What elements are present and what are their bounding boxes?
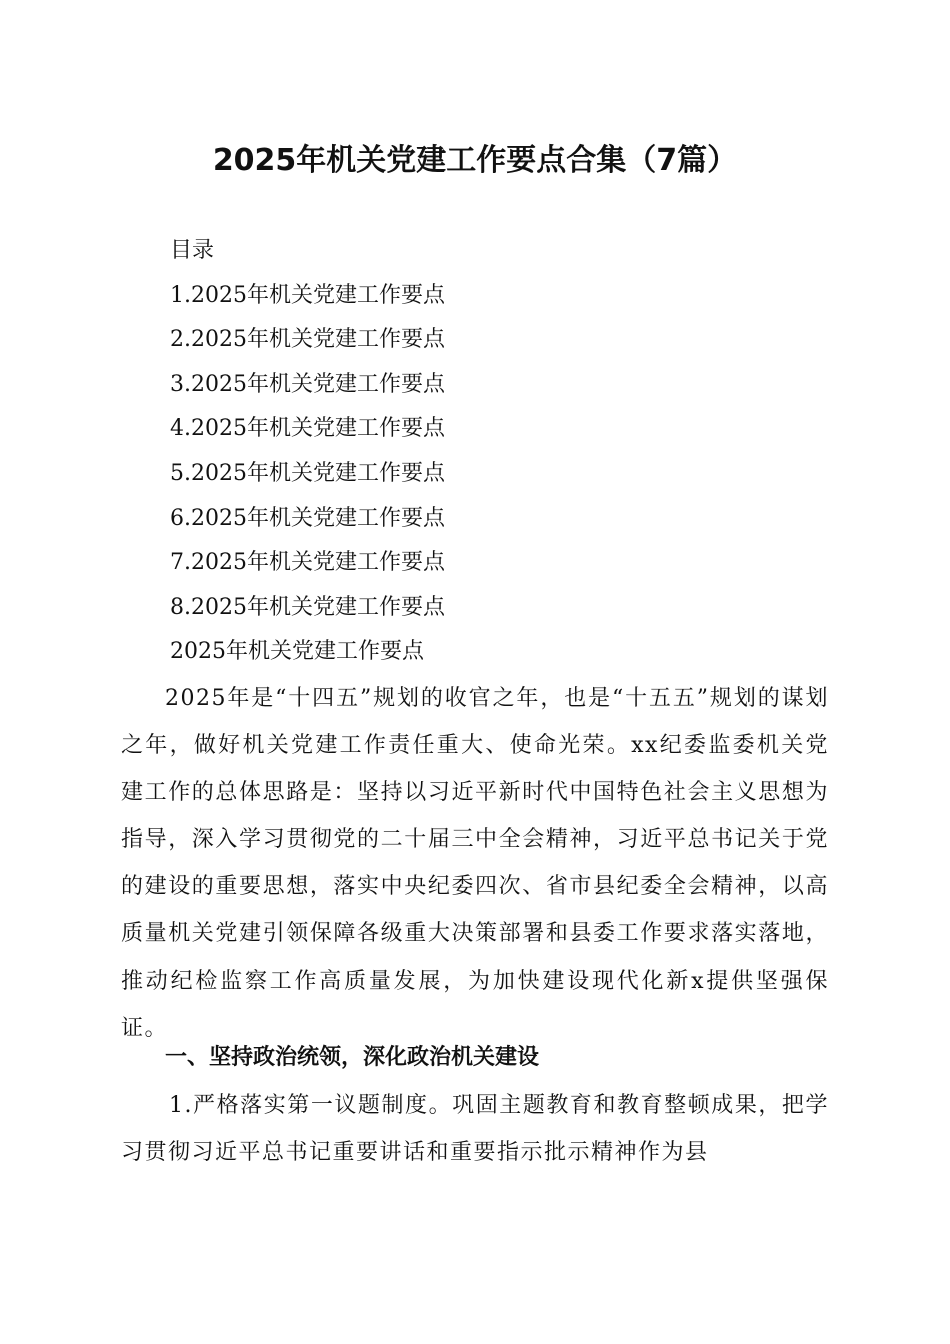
section-title: 2025年机关党建工作要点 (170, 639, 424, 665)
paragraph-1: 1.严格落实第一议题制度。巩固主题教育和教育整顿成果，把学习贯彻习近平总书记重要讲话和重要指示批示精神作为县 (121, 1093, 829, 1166)
toc-heading: 目录 (170, 238, 215, 263)
toc-item-6: 6.2025年机关党建工作要点 (170, 505, 445, 531)
document-title: 2025年机关党建工作要点合集（7篇） (212, 143, 738, 178)
intro-paragraph: 2025年是“十四五”规划的收官之年，也是“十五五”规划的谋划之年，做好机关党建工作责任重大、使命光荣。xx纪委监委机关党建工作的总体思路是：坚持以习近平新时代中国特色社会主义思想为指导，深入学习贯彻党的二十届三中全会精神，习近平总书记关于党的建设的重要思想，落实中央纪委四次、省市县纪委全会精神，以高质量机关党建引领保障各级重大决策部署和县委工作要求落实落地，推动纪检监察工作高质量发展，为加快建设现代化新x提供坚强保证。 (121, 686, 829, 1041)
toc-item-8: 8.2025年机关党建工作要点 (170, 594, 445, 620)
toc-item-2: 2.2025年机关党建工作要点 (170, 327, 445, 353)
toc-item-7: 7.2025年机关党建工作要点 (170, 550, 445, 576)
toc-item-5: 5.2025年机关党建工作要点 (170, 460, 445, 486)
toc-item-3: 3.2025年机关党建工作要点 (170, 371, 445, 397)
section-heading-1: 一、坚持政治统领，深化政治机关建设 (165, 1045, 540, 1070)
toc-item-4: 4.2025年机关党建工作要点 (170, 416, 445, 442)
toc-item-1: 1.2025年机关党建工作要点 (170, 282, 445, 308)
table-of-contents (170, 229, 830, 675)
